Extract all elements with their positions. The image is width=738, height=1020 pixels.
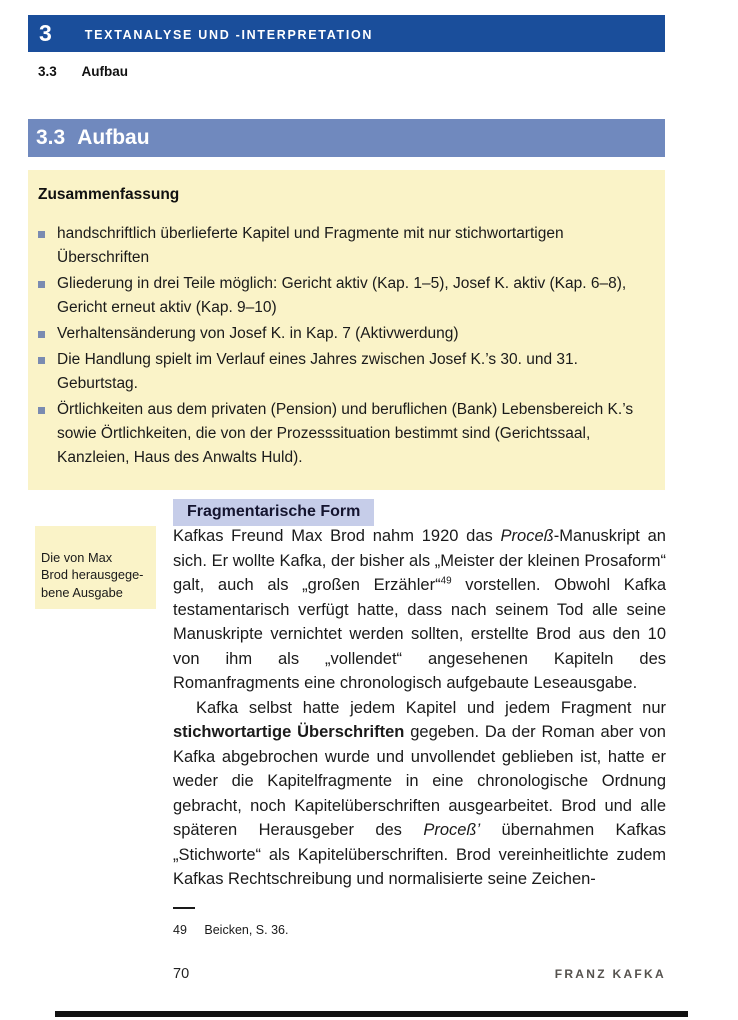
summary-box [28, 170, 665, 490]
chapter-header-bar [28, 15, 665, 52]
section-banner-number: 3.3 [36, 126, 66, 149]
breadcrumb [38, 64, 128, 79]
page-footer [173, 966, 666, 982]
summary-item-text: handschriftlich überlieferte Kapitel und Fragmente mit nur stichwortartigen Überschriften [57, 225, 564, 266]
summary-item-text: Örtlichkeiten aus dem privaten (Pension) und beruflichen (Bank) Lebensbereich K.’s sowie Örtlichkeiten, die von der Prozesssituation bestimmt sind (Gerichtssaal, Kanzleien, Haus des Anwalts Huld). [57, 401, 634, 466]
summary-list-item [38, 348, 651, 396]
running-title: FRANZ KAFKA [554, 967, 666, 981]
summary-item-text: Die Handlung spielt im Verlauf eines Jahres zwischen Josef K.’s 30. und 31. Geburtstag. [57, 351, 578, 392]
page-number: 70 [173, 966, 190, 982]
paragraph-1: Kafkas Freund Max Brod nahm 1920 das Proceß-Manuskript an sich. Er wollte Kafka, der bisher als „Meister der kleinen Prosaform“ galt, auch als „großen Erzähler“$^{49}$ vorstellen. Obwohl Kafka testamentarisch verfügt hatte, dass nach seinem Tod alle seine Manuskripte vernichtet werden sollten, erstellte Brod aus den 10 von ihm als „vollendet“ angesehenen Kapiteln des Romanfragments eine chronologisch aufgebaute Leseausgabe. [173, 527, 667, 692]
summary-item-text: Verhaltensänderung von Josef K. in Kap. 7 (Aktivwerdung) [57, 325, 459, 342]
footnote-separator [173, 907, 195, 909]
section-banner [28, 119, 665, 157]
footnote-text: Beicken, S. 36. [204, 923, 289, 937]
margin-note-text: Die von Max Brod herausgege- bene Ausgabe [41, 549, 144, 600]
footnote-block [173, 907, 288, 937]
bullet-square-icon [38, 281, 45, 288]
summary-item-text: Gliederung in drei Teile möglich: Gericht aktiv (Kap. 1–5), Josef K. aktiv (Kap. 6–8), Gericht erneut aktiv (Kap. 9–10) [57, 275, 627, 316]
chapter-number: 3 [39, 20, 52, 46]
subsection-heading-text: Fragmentarische Form [187, 503, 361, 520]
body-text [173, 524, 666, 892]
summary-list-item [38, 272, 651, 320]
footnote [173, 923, 288, 937]
margin-note [35, 526, 156, 609]
summary-list [38, 222, 651, 470]
page-edge-line [55, 1011, 688, 1017]
breadcrumb-label: Aufbau [81, 64, 129, 79]
bullet-square-icon [38, 331, 45, 338]
section-banner-title: Aufbau [77, 126, 150, 149]
breadcrumb-number: 3.3 [38, 64, 57, 79]
bullet-square-icon [38, 357, 45, 364]
chapter-title: TEXTANALYSE UND -INTERPRETATION [84, 27, 374, 42]
paragraph-2: Kafka selbst hatte jedem Kapitel und jedem Fragment nur stichwortartige Überschriften gegeben. Da der Roman aber von Kafka abgebrochen wurde und unvollendet geblieben ist, hatte er weder die Kapitelfragmente in eine chronologische Ordnung gebracht, noch Kapitelüberschriften ausgearbeitet. Brod und alle späteren Herausgeber des Proceß’ übernahmen Kafkas „Stichworte“ als Kapitelüberschriften. Brod vereinheitlichte zudem Kafkas Rechtschreibung und normalisierte seine Zeichen- [173, 698, 666, 888]
subsection-heading [173, 499, 374, 526]
bullet-square-icon [38, 407, 45, 414]
footnote-number: 49 [173, 923, 187, 937]
summary-list-item [38, 222, 651, 270]
bullet-square-icon [38, 231, 45, 238]
summary-title: Zusammenfassung [38, 186, 180, 203]
summary-list-item [38, 322, 651, 346]
summary-list-item [38, 398, 651, 470]
